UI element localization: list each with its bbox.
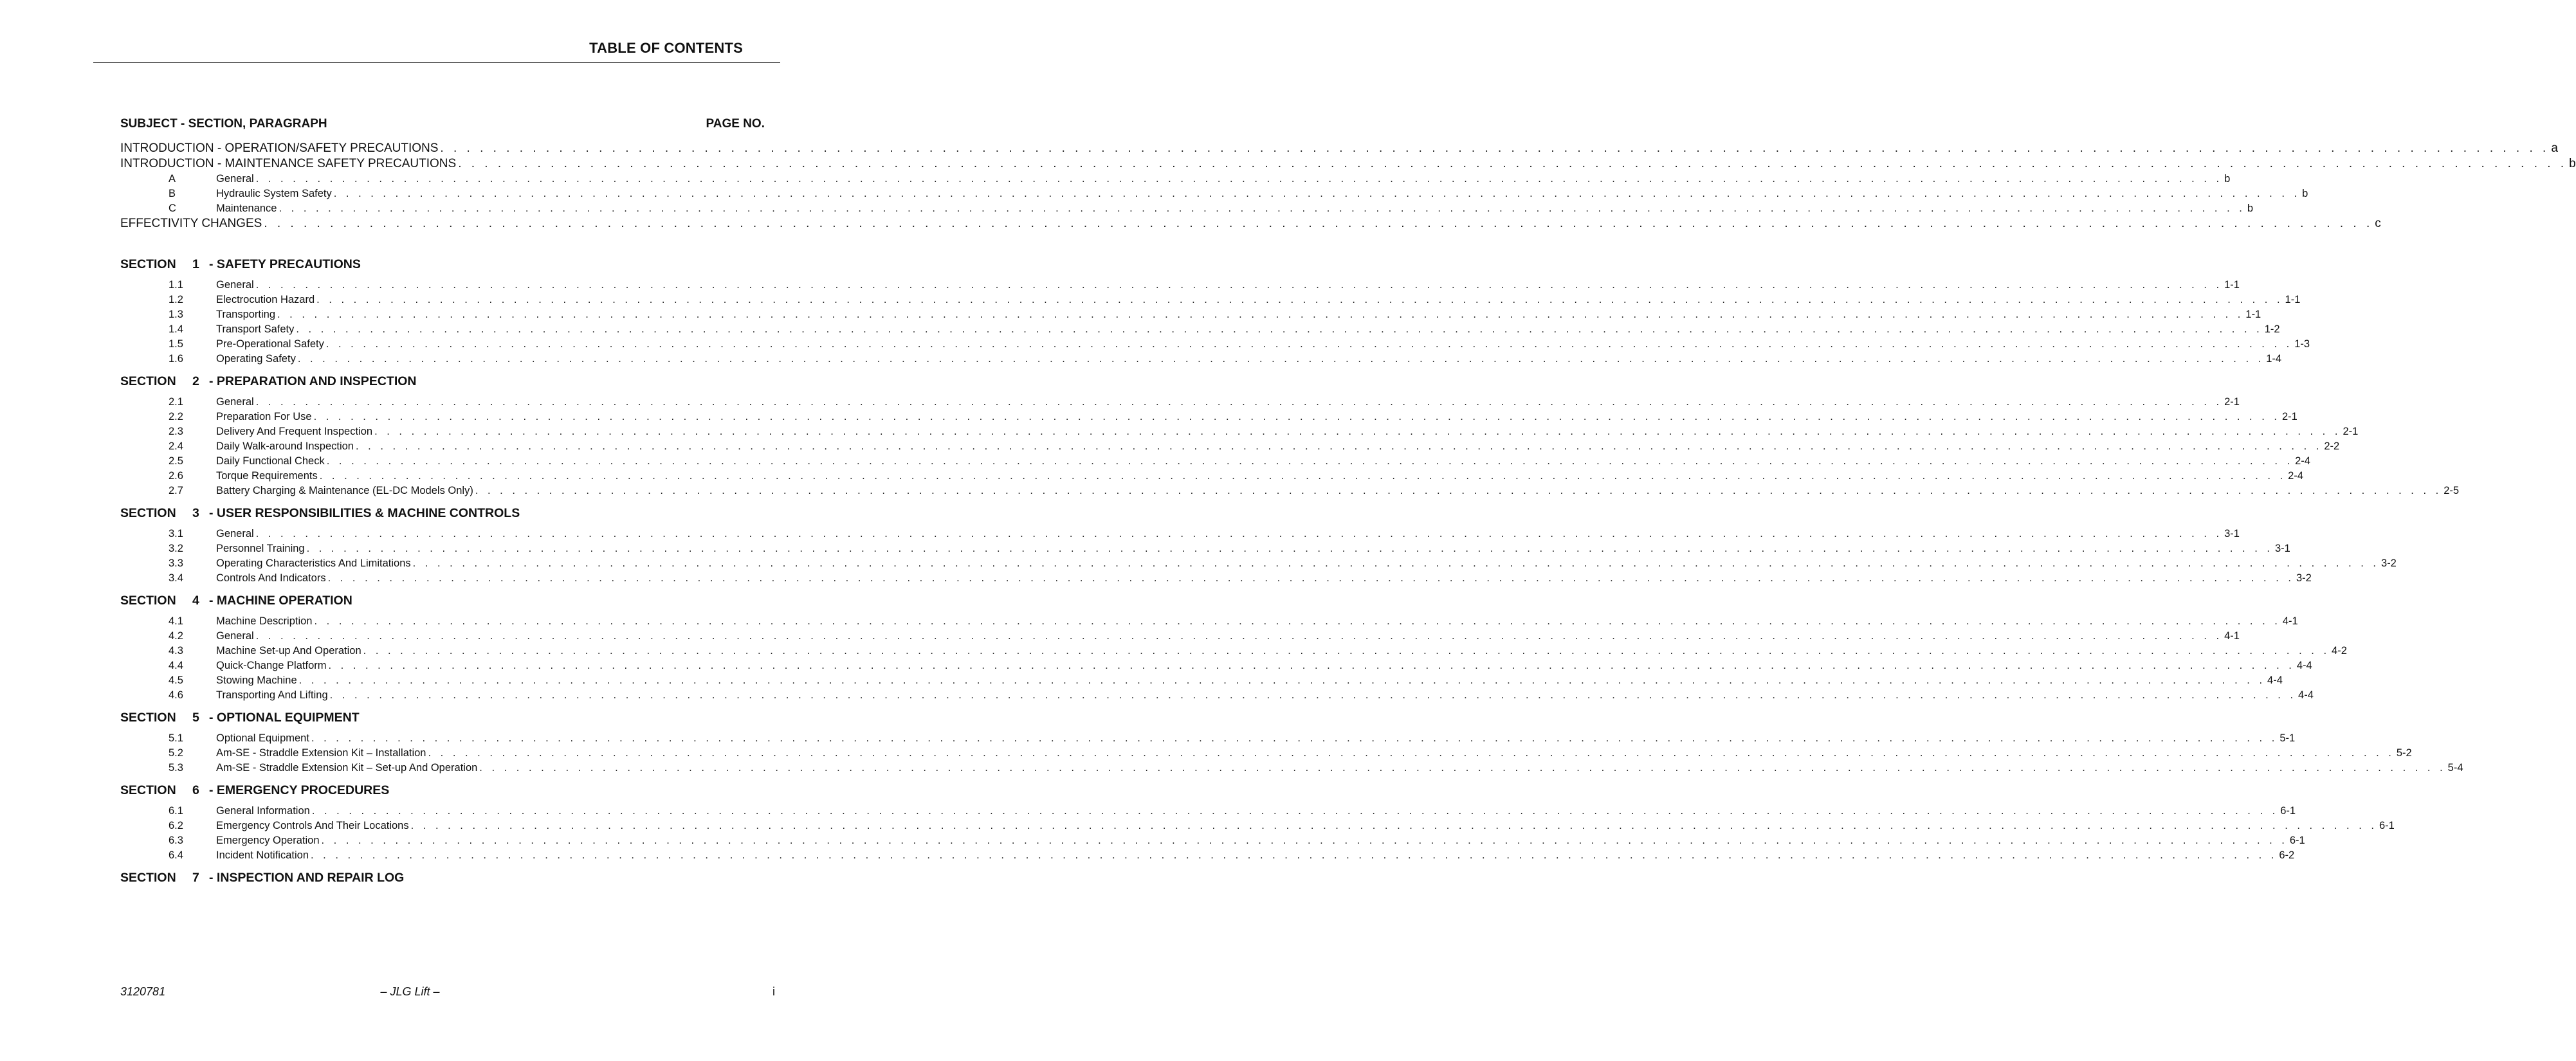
section-number: 2 — [192, 374, 199, 388]
dot-leader: . . . . . . . . . . . . . . . . . . . . . . . . . . . . . . . . . . . . . . . . . . . . . . . . . . . . . . . . . . . . . . . . . . . . . . . . . . . . . . . . . . . . . . . . . . . . . . . . . . . . . . . . . . . . . . . . . . . . . . . . . . . . . . . . . . . . . . . . . . . . . . . . . . . . . . . . . . . . . . . . — [296, 323, 2263, 335]
paragraph-number: 1.4 — [169, 323, 183, 335]
paragraph-number: 1.1 — [169, 279, 183, 291]
toc-paragraph-entry[interactable] — [120, 278, 2240, 293]
paragraph-number: 5.2 — [169, 747, 183, 759]
paragraph-title: Personnel Training — [216, 543, 305, 554]
paragraph-page: 2-1 — [2281, 411, 2297, 422]
paragraph-title: Daily Functional Check — [216, 455, 325, 467]
paragraph-number: 6.2 — [169, 820, 183, 831]
dot-leader: . . . . . . . . . . . . . . . . . . . . . . . . . . . . . . . . . . . . . . . . . . . . . . . . . . . . . . . . . . . . . . . . . . . . . . . . . . . . . . . . . . . . . . . . . . . . . . . . . . . . . . . . . . . . . . . . . . . . . . . . . . . . . . . . . . . . . . . . . . . . . . . . . . . . . . . . . . . . . . . . — [410, 820, 2377, 831]
spacer — [120, 586, 739, 592]
spacer — [120, 799, 739, 804]
dot-leader: . . . . . . . . . . . . . . . . . . . . . . . . . . . . . . . . . . . . . . . . . . . . . . . . . . . . . . . . . . . . . . . . . . . . . . . . . . . . . . . . . . . . . . . . . . . . . . . . . . . . . . . . . . . . . . . . . . . . . . . . . . . . . . . . . . . . . . . . . . . . . . . . . . . . . . . . . . . . . . . . — [355, 440, 2323, 452]
paragraph-title: Operating Characteristics And Limitations — [216, 558, 411, 569]
paragraph-page: 4-2 — [2332, 645, 2347, 657]
paragraph-title: Operating Safety — [216, 353, 296, 365]
paragraph-page: 1-2 — [2264, 323, 2280, 335]
paragraph-page: 2-1 — [2343, 426, 2359, 437]
paragraph-title: Stowing Machine — [216, 675, 297, 686]
paragraph-number: 2.2 — [169, 411, 183, 422]
section-heading[interactable] — [120, 869, 739, 886]
subject-column-header: SUBJECT - SECTION, PARAGRAPH — [120, 117, 327, 131]
document-number: 3120781 — [120, 985, 166, 998]
toc-paragraph-entry[interactable] — [120, 293, 2301, 307]
toc-paragraph-entry[interactable] — [120, 804, 2296, 819]
paragraph-page: 4-4 — [2298, 689, 2314, 701]
paragraph-title: Emergency Operation — [216, 835, 320, 846]
paragraph-title: Am-SE - Straddle Extension Kit – Installation — [216, 747, 426, 759]
paragraph-title: Electrocution Hazard — [216, 294, 315, 305]
paragraph-page: 6-1 — [2379, 820, 2395, 831]
dot-leader: . . . . . . . . . . . . . . . . . . . . . . . . . . . . . . . . . . . . . . . . . . . . . . . . . . . . . . . . . . . . . . . . . . . . . . . . . . . . . . . . . . . . . . . . . . . . . . . . . . . . . . . . . . . . . . . . . . . . . . . . . . . . . . . . . . . . . . . . . . . . . . . . . . . . . . . . . . . . . . . . — [314, 615, 2281, 627]
section-number: 4 — [192, 594, 199, 608]
page-footer — [0, 985, 820, 1001]
toc-paragraph-entry[interactable] — [120, 322, 2280, 337]
paragraph-number: 3.3 — [169, 558, 183, 569]
paragraph-page: 1-1 — [2245, 309, 2261, 320]
dot-leader: . . . . . . . . . . . . . . . . . . . . . . . . . . . . . . . . . . . . . . . . . . . . . . . . . . . . . . . . . . . . . . . . . . . . . . . . . . . . . . . . . . . . . . . . . . . . . . . . . . . . . . . . . . . . . . . . . . . . . . . . . . . . . . . . . . . . . . . . . . . . . . . . . . . . . . . . . . . . . . . . — [311, 805, 2279, 817]
paragraph-number: 2.1 — [169, 396, 183, 408]
toc-sub-entry-title: Maintenance — [216, 203, 277, 214]
header-divider — [93, 62, 780, 63]
paragraph-number: 1.5 — [169, 338, 183, 350]
toc-paragraph-entry[interactable] — [120, 337, 2310, 352]
section-heading[interactable] — [120, 373, 739, 390]
section-label: SECTION — [120, 871, 176, 885]
toc-paragraph-entry[interactable] — [120, 469, 2303, 484]
paragraph-number: 6.1 — [169, 805, 183, 817]
dot-leader: . . . . . . . . . . . . . . . . . . . . . . . . . . . . . . . . . . . . . . . . . . . . . . . . . . . . . . . . . . . . . . . . . . . . . . . . . . . . . . . . . . . . . . . . . . . . . . . . . . . . . . . . . . . . . . . . . . . . . . . . . . . . . . . . . . . . . . . . . . . . . . . . . . . . . . . . . . . . . . . . — [328, 660, 2295, 671]
paragraph-title: General — [216, 630, 254, 642]
paragraph-title: Pre-Operational Safety — [216, 338, 324, 350]
toc-entry-page: a — [2551, 141, 2558, 155]
paragraph-page: 4-4 — [2267, 675, 2283, 686]
dot-leader: . . . . . . . . . . . . . . . . . . . . . . . . . . . . . . . . . . . . . . . . . . . . . . . . . . . . . . . . . . . . . . . . . . . . . . . . . . . . . . . . . . . . . . . . . . . . . . . . . . . . . . . . . . . . . . . . . . . . . . . . . . . . . . . . . . . . . . . . . . . . . . . . . . . . . . . . . . . . . . . . — [458, 157, 2568, 170]
paragraph-title: Incident Notification — [216, 849, 309, 861]
page-number-column-header: PAGE NO. — [706, 117, 765, 131]
paragraph-number: 4.2 — [169, 630, 183, 642]
paragraph-page: 1-3 — [2294, 338, 2310, 350]
toc-paragraph-entry[interactable] — [120, 556, 2397, 571]
paragraph-title: Quick-Change Platform — [216, 660, 327, 671]
paragraph-number: 4.6 — [169, 689, 183, 701]
toc-sub-entry-letter: B — [169, 188, 176, 199]
paragraph-number: 2.7 — [169, 485, 183, 496]
paragraph-page: 3-2 — [2381, 558, 2397, 569]
paragraph-title: Preparation For Use — [216, 411, 312, 422]
toc-sub-entry[interactable] — [120, 186, 2308, 201]
paragraph-number: 1.2 — [169, 294, 183, 305]
paragraph-title: Emergency Controls And Their Locations — [216, 820, 409, 831]
toc-sub-entry-title: General — [216, 173, 254, 185]
dot-leader: . . . . . . . . . . . . . . . . . . . . . . . . . . . . . . . . . . . . . . . . . . . . . . . . . . . . . . . . . . . . . . . . . . . . . . . . . . . . . . . . . . . . . . . . . . . . . . . . . . . . . . . . . . . . . . . . . . . . . . . . . . . . . . . . . . . . . . . . . . . . . . . . . . . . . . . . . . . . . . . . — [298, 675, 2266, 686]
dot-leader: . . . . . . . . . . . . . . . . . . . . . . . . . . . . . . . . . . . . . . . . . . . . . . . . . . . . . . . . . . . . . . . . . . . . . . . . . . . . . . . . . . . . . . . . . . . . . . . . . . . . . . . . . . . . . . . . . . . . . . . . . . . . . . . . . . . . . . . . . . . . . . . . . . . . . . . . . . . . . . . . — [319, 470, 2287, 482]
toc-paragraph-entry[interactable] — [120, 644, 2347, 658]
toc-sub-entry-page: b — [2224, 173, 2231, 185]
paragraph-number: 3.1 — [169, 528, 183, 540]
dot-leader: . . . . . . . . . . . . . . . . . . . . . . . . . . . . . . . . . . . . . . . . . . . . . . . . . . . . . . . . . . . . . . . . . . . . . . . . . . . . . . . . . . . . . . . . . . . . . . . . . . . . . . . . . . . . . . . . . . . . . . . . . . . . . . . . . . . . . . . . . . . . . . . . . . . . . . . . . . . . . . . . — [329, 689, 2297, 701]
toc-entry-page: c — [2375, 217, 2381, 230]
section-title: - OPTIONAL EQUIPMENT — [209, 711, 360, 725]
toc-paragraph-entry[interactable] — [120, 629, 2240, 644]
toc-paragraph-entry[interactable] — [120, 484, 2460, 498]
paragraph-page: 5-1 — [2279, 732, 2296, 744]
paragraph-title: Battery Charging & Maintenance (EL-DC Models Only) — [216, 485, 473, 496]
paragraph-title: Transporting — [216, 309, 276, 320]
dot-leader: . . . . . . . . . . . . . . . . . . . . . . . . . . . . . . . . . . . . . . . . . . . . . . . . . . . . . . . . . . . . . . . . . . . . . . . . . . . . . . . . . . . . . . . . . . . . . . . . . . . . . . . . . . . . . . . . . . . . . . . . . . . . . . . . . . . . . . . . . . . . . . . . . . . . . . . . . . . . . . . . — [475, 485, 2442, 496]
dot-leader: . . . . . . . . . . . . . . . . . . . . . . . . . . . . . . . . . . . . . . . . . . . . . . . . . . . . . . . . . . . . . . . . . . . . . . . . . . . . . . . . . . . . . . . . . . . . . . . . . . . . . . . . . . . . . . . . . . . . . . . . . . . . . . . . . . . . . . . . . . . . . . . . . . . . . . . . . . . . . . . . — [255, 396, 2223, 408]
toc-paragraph-entry[interactable] — [120, 410, 2297, 424]
spacer — [120, 775, 739, 782]
toc-paragraph-entry[interactable] — [120, 571, 2312, 586]
section-heading[interactable] — [120, 782, 739, 799]
dot-leader: . . . . . . . . . . . . . . . . . . . . . . . . . . . . . . . . . . . . . . . . . . . . . . . . . . . . . . . . . . . . . . . . . . . . . . . . . . . . . . . . . . . . . . . . . . . . . . . . . . . . . . . . . . . . . . . . . . . . . . . . . . . . . . . . . . . . . . . . . . . . . . . . . . . . . . . . . . . . . . . . — [313, 411, 2280, 422]
paragraph-title: General — [216, 528, 254, 540]
dot-leader: . . . . . . . . . . . . . . . . . . . . . . . . . . . . . . . . . . . . . . . . . . . . . . . . . . . . . . . . . . . . . . . . . . . . . . . . . . . . . . . . . . . . . . . . . . . . . . . . . . . . . . . . . . . . . . . . . . . . . . . . . . . . . . . . . . . . . . . . . . . . . . . . . . . . . . . . . . . . . . . . — [325, 338, 2293, 350]
paragraph-title: General — [216, 279, 254, 291]
section-title: - INSPECTION AND REPAIR LOG — [209, 871, 405, 885]
spacer — [120, 390, 739, 395]
section-label: SECTION — [120, 594, 176, 608]
paragraph-page: 1-1 — [2224, 279, 2240, 291]
section-heading[interactable] — [120, 256, 739, 273]
spacer — [120, 863, 739, 869]
section-number: 3 — [192, 506, 199, 520]
toc-entry-title: EFFECTIVITY CHANGES — [120, 217, 262, 230]
paragraph-page: 4-1 — [2282, 615, 2298, 627]
spacer — [120, 609, 739, 614]
paragraph-title: Daily Walk-around Inspection — [216, 440, 354, 452]
paragraph-number: 1.3 — [169, 309, 183, 320]
paragraph-number: 4.1 — [169, 615, 183, 627]
section-label: SECTION — [120, 711, 176, 725]
toc-entry[interactable] — [120, 141, 2558, 156]
paragraph-number: 3.4 — [169, 572, 183, 584]
toc-entry[interactable] — [120, 156, 2576, 172]
dot-leader: . . . . . . . . . . . . . . . . . . . . . . . . . . . . . . . . . . . . . . . . . . . . . . . . . . . . . . . . . . . . . . . . . . . . . . . . . . . . . . . . . . . . . . . . . . . . . . . . . . . . . . . . . . . . . . . . . . . . . . . . . . . . . . . . . . . . . . . . . . . . . . . . . . . . . . . . . . . . . . . . — [326, 455, 2294, 467]
paragraph-title: Machine Description — [216, 615, 313, 627]
spacer — [120, 498, 739, 505]
footer-brand: – JLG Lift – — [380, 985, 440, 998]
toc-paragraph-entry[interactable] — [120, 439, 2340, 454]
toc-sub-entry-page: b — [2247, 203, 2254, 214]
paragraph-number: 3.2 — [169, 543, 183, 554]
paragraph-number: 2.4 — [169, 440, 183, 452]
toc-entry-title: INTRODUCTION - MAINTENANCE SAFETY PRECAUTIONS — [120, 157, 457, 170]
toc-paragraph-entry[interactable] — [120, 688, 2314, 703]
paragraph-page: 3-1 — [2224, 528, 2240, 540]
paragraph-title: Delivery And Frequent Inspection — [216, 426, 373, 437]
toc-paragraph-entry[interactable] — [120, 307, 2261, 322]
section-number: 6 — [192, 783, 199, 797]
paragraph-page: 6-2 — [2279, 849, 2295, 861]
toc-paragraph-entry[interactable] — [120, 673, 2283, 688]
dot-leader: . . . . . . . . . . . . . . . . . . . . . . . . . . . . . . . . . . . . . . . . . . . . . . . . . . . . . . . . . . . . . . . . . . . . . . . . . . . . . . . . . . . . . . . . . . . . . . . . . . . . . . . . . . . . . . . . . . . . . . . . . . . . . . . . . . . . . . . . . . . . . . . . . . . . . . . . . . . . . . . . — [428, 747, 2395, 759]
toc-paragraph-entry[interactable] — [120, 424, 2359, 439]
paragraph-page: 3-2 — [2296, 572, 2312, 584]
section-title: - USER RESPONSIBILITIES & MACHINE CONTROLS — [209, 506, 520, 520]
section-label: SECTION — [120, 783, 176, 797]
table-of-contents — [120, 141, 2576, 886]
toc-paragraph-entry[interactable] — [120, 614, 2298, 629]
spacer — [120, 273, 739, 278]
dot-leader: . . . . . . . . . . . . . . . . . . . . . . . . . . . . . . . . . . . . . . . . . . . . . . . . . . . . . . . . . . . . . . . . . . . . . . . . . . . . . . . . . . . . . . . . . . . . . . . . . . . . . . . . . . . . . . . . . . . . . . . . . . . . . . . . . . . . . . . . . . . . . . . . . . . . . . . . . . . . . . . . — [306, 543, 2273, 554]
section-heading[interactable] — [120, 505, 739, 521]
dot-leader: . . . . . . . . . . . . . . . . . . . . . . . . . . . . . . . . . . . . . . . . . . . . . . . . . . . . . . . . . . . . . . . . . . . . . . . . . . . . . . . . . . . . . . . . . . . . . . . . . . . . . . . . . . . . . . . . . . . . . . . . . . . . . . . . . . . . . . . . . . . . . . . . . . . . . . . . . . . . . . . . — [255, 630, 2223, 642]
paragraph-title: General — [216, 396, 254, 408]
paragraph-number: 6.3 — [169, 835, 183, 846]
paragraph-number: 2.3 — [169, 426, 183, 437]
spacer — [120, 231, 739, 256]
dot-leader: . . . . . . . . . . . . . . . . . . . . . . . . . . . . . . . . . . . . . . . . . . . . . . . . . . . . . . . . . . . . . . . . . . . . . . . . . . . . . . . . . . . . . . . . . . . . . . . . . . . . . . . . . . . . . . . . . . . . . . . . . . . . . . . . . . . . . . . . . . . . . . . . . . . . . . . . . . . . . . . . — [255, 528, 2223, 540]
paragraph-page: 2-4 — [2288, 470, 2303, 482]
paragraph-page: 5-4 — [2447, 762, 2463, 774]
dot-leader: . . . . . . . . . . . . . . . . . . . . . . . . . . . . . . . . . . . . . . . . . . . . . . . . . . . . . . . . . . . . . . . . . . . . . . . . . . . . . . . . . . . . . . . . . . . . . . . . . . . . . . . . . . . . . . . . . . . . . . . . . . . . . . . . . . . . . . . . . . . . . . . . . . . . . . . . . . . . . . . . — [279, 203, 2245, 214]
toc-paragraph-entry[interactable] — [120, 352, 2282, 367]
paragraph-page: 2-5 — [2444, 485, 2460, 496]
section-label: SECTION — [120, 506, 176, 520]
section-title: - SAFETY PRECAUTIONS — [209, 257, 361, 271]
toc-entry-title: INTRODUCTION - OPERATION/SAFETY PRECAUTIONS — [120, 141, 439, 155]
section-title: - MACHINE OPERATION — [209, 594, 352, 608]
page-number: i — [772, 985, 775, 998]
dot-leader: . . . . . . . . . . . . . . . . . . . . . . . . . . . . . . . . . . . . . . . . . . . . . . . . . . . . . . . . . . . . . . . . . . . . . . . . . . . . . . . . . . . . . . . . . . . . . . . . . . . . . . . . . . . . . . . . . . . . . . . . . . . . . . . . . . . . . . . . . . . . . . . . . . . . . . . . . . . . . . . . — [440, 141, 2550, 155]
dot-leader: . . . . . . . . . . . . . . . . . . . . . . . . . . . . . . . . . . . . . . . . . . . . . . . . . . . . . . . . . . . . . . . . . . . . . . . . . . . . . . . . . . . . . . . . . . . . . . . . . . . . . . . . . . . . . . . . . . . . . . . . . . . . . . . . . . . . . . . . . . . . . . . . . . . . . . . . . . . . . . . . — [264, 217, 2373, 230]
toc-sub-entry-letter: A — [169, 173, 176, 185]
paragraph-number: 6.4 — [169, 849, 183, 861]
paragraph-title: Transporting And Lifting — [216, 689, 328, 701]
spacer — [120, 726, 739, 731]
paragraph-number: 2.5 — [169, 455, 183, 467]
paragraph-page: 3-1 — [2274, 543, 2290, 554]
page-title: TABLE OF CONTENTS — [589, 40, 743, 56]
toc-paragraph-entry[interactable] — [120, 527, 2240, 541]
section-number: 7 — [192, 871, 199, 885]
paragraph-title: General Information — [216, 805, 310, 817]
dot-leader: . . . . . . . . . . . . . . . . . . . . . . . . . . . . . . . . . . . . . . . . . . . . . . . . . . . . . . . . . . . . . . . . . . . . . . . . . . . . . . . . . . . . . . . . . . . . . . . . . . . . . . . . . . . . . . . . . . . . . . . . . . . . . . . . . . . . . . . . . . . . . . . . . . . . . . . . . . . . . . . . — [327, 572, 2294, 584]
paragraph-number: 4.4 — [169, 660, 183, 671]
toc-paragraph-entry[interactable] — [120, 833, 2305, 848]
dot-leader: . . . . . . . . . . . . . . . . . . . . . . . . . . . . . . . . . . . . . . . . . . . . . . . . . . . . . . . . . . . . . . . . . . . . . . . . . . . . . . . . . . . . . . . . . . . . . . . . . . . . . . . . . . . . . . . . . . . . . . . . . . . . . . . . . . . . . . . . . . . . . . . . . . . . . . . . . . . . . . . . — [321, 835, 2288, 846]
dot-leader: . . . . . . . . . . . . . . . . . . . . . . . . . . . . . . . . . . . . . . . . . . . . . . . . . . . . . . . . . . . . . . . . . . . . . . . . . . . . . . . . . . . . . . . . . . . . . . . . . . . . . . . . . . . . . . . . . . . . . . . . . . . . . . . . . . . . . . . . . . . . . . . . . . . . . . . . . . . . . . . . — [316, 294, 2283, 305]
paragraph-title: Optional Equipment — [216, 732, 309, 744]
section-label: SECTION — [120, 257, 176, 271]
paragraph-number: 1.6 — [169, 353, 183, 365]
toc-paragraph-entry[interactable] — [120, 454, 2310, 469]
dot-leader: . . . . . . . . . . . . . . . . . . . . . . . . . . . . . . . . . . . . . . . . . . . . . . . . . . . . . . . . . . . . . . . . . . . . . . . . . . . . . . . . . . . . . . . . . . . . . . . . . . . . . . . . . . . . . . . . . . . . . . . . . . . . . . . . . . . . . . . . . . . . . . . . . . . . . . . . . . . . . . . . — [412, 558, 2380, 569]
dot-leader: . . . . . . . . . . . . . . . . . . . . . . . . . . . . . . . . . . . . . . . . . . . . . . . . . . . . . . . . . . . . . . . . . . . . . . . . . . . . . . . . . . . . . . . . . . . . . . . . . . . . . . . . . . . . . . . . . . . . . . . . . . . . . . . . . . . . . . . . . . . . . . . . . . . . . . . . . . . . . . . . — [255, 173, 2223, 185]
dot-leader: . . . . . . . . . . . . . . . . . . . . . . . . . . . . . . . . . . . . . . . . . . . . . . . . . . . . . . . . . . . . . . . . . . . . . . . . . . . . . . . . . . . . . . . . . . . . . . . . . . . . . . . . . . . . . . . . . . . . . . . . . . . . . . . . . . . . . . . . . . . . . . . . . . . . . . . . . . . . . . . . — [311, 732, 2278, 744]
paragraph-title: Am-SE - Straddle Extension Kit – Set-up And Operation — [216, 762, 478, 774]
dot-leader: . . . . . . . . . . . . . . . . . . . . . . . . . . . . . . . . . . . . . . . . . . . . . . . . . . . . . . . . . . . . . . . . . . . . . . . . . . . . . . . . . . . . . . . . . . . . . . . . . . . . . . . . . . . . . . . . . . . . . . . . . . . . . . . . . . . . . . . . . . . . . . . . . . . . . . . . . . . . . . . . — [297, 353, 2265, 365]
paragraph-page: 4-4 — [2296, 660, 2312, 671]
spacer — [120, 367, 739, 373]
paragraph-number: 5.3 — [169, 762, 183, 774]
paragraph-title: Machine Set-up And Operation — [216, 645, 361, 657]
toc-paragraph-entry[interactable] — [120, 395, 2240, 410]
paragraph-title: Controls And Indicators — [216, 572, 326, 584]
paragraph-page: 4-1 — [2224, 630, 2240, 642]
paragraph-page: 2-2 — [2324, 440, 2340, 452]
toc-sub-entry-page: b — [2302, 188, 2308, 199]
toc-entry-page: b — [2569, 157, 2576, 170]
paragraph-number: 2.6 — [169, 470, 183, 482]
paragraph-page: 2-1 — [2224, 396, 2240, 408]
dot-leader: . . . . . . . . . . . . . . . . . . . . . . . . . . . . . . . . . . . . . . . . . . . . . . . . . . . . . . . . . . . . . . . . . . . . . . . . . . . . . . . . . . . . . . . . . . . . . . . . . . . . . . . . . . . . . . . . . . . . . . . . . . . . . . . . . . . . . . . . . . . . . . . . . . . . . . . . . . . . . . . . — [333, 188, 2301, 199]
spacer — [120, 521, 739, 527]
toc-paragraph-entry[interactable] — [120, 848, 2295, 863]
paragraph-page: 6-1 — [2280, 805, 2296, 817]
toc-entry[interactable] — [120, 216, 2381, 231]
paragraph-page: 2-4 — [2295, 455, 2310, 467]
paragraph-title: Torque Requirements — [216, 470, 318, 482]
section-heading[interactable] — [120, 709, 739, 726]
section-number: 1 — [192, 257, 199, 271]
spacer — [120, 703, 739, 709]
paragraph-number: 4.5 — [169, 675, 183, 686]
paragraph-page: 1-4 — [2266, 353, 2282, 365]
paragraph-number: 5.1 — [169, 732, 183, 744]
dot-leader: . . . . . . . . . . . . . . . . . . . . . . . . . . . . . . . . . . . . . . . . . . . . . . . . . . . . . . . . . . . . . . . . . . . . . . . . . . . . . . . . . . . . . . . . . . . . . . . . . . . . . . . . . . . . . . . . . . . . . . . . . . . . . . . . . . . . . . . . . . . . . . . . . . . . . . . . . . . . . . . . — [479, 762, 2446, 774]
section-title: - EMERGENCY PROCEDURES — [209, 783, 390, 797]
dot-leader: . . . . . . . . . . . . . . . . . . . . . . . . . . . . . . . . . . . . . . . . . . . . . . . . . . . . . . . . . . . . . . . . . . . . . . . . . . . . . . . . . . . . . . . . . . . . . . . . . . . . . . . . . . . . . . . . . . . . . . . . . . . . . . . . . . . . . . . . . . . . . . . . . . . . . . . . . . . . . . . . — [374, 426, 2341, 437]
dot-leader: . . . . . . . . . . . . . . . . . . . . . . . . . . . . . . . . . . . . . . . . . . . . . . . . . . . . . . . . . . . . . . . . . . . . . . . . . . . . . . . . . . . . . . . . . . . . . . . . . . . . . . . . . . . . . . . . . . . . . . . . . . . . . . . . . . . . . . . . . . . . . . . . . . . . . . . . . . . . . . . . — [311, 849, 2278, 861]
dot-leader: . . . . . . . . . . . . . . . . . . . . . . . . . . . . . . . . . . . . . . . . . . . . . . . . . . . . . . . . . . . . . . . . . . . . . . . . . . . . . . . . . . . . . . . . . . . . . . . . . . . . . . . . . . . . . . . . . . . . . . . . . . . . . . . . . . . . . . . . . . . . . . . . . . . . . . . . . . . . . . . . — [255, 279, 2223, 291]
paragraph-page: 1-1 — [2285, 294, 2301, 305]
paragraph-page: 6-1 — [2289, 835, 2305, 846]
section-heading[interactable] — [120, 592, 739, 609]
section-number: 5 — [192, 711, 199, 725]
toc-paragraph-entry[interactable] — [120, 761, 2463, 775]
column-headers — [120, 117, 765, 134]
toc-sub-entry-title: Hydraulic System Safety — [216, 188, 332, 199]
dot-leader: . . . . . . . . . . . . . . . . . . . . . . . . . . . . . . . . . . . . . . . . . . . . . . . . . . . . . . . . . . . . . . . . . . . . . . . . . . . . . . . . . . . . . . . . . . . . . . . . . . . . . . . . . . . . . . . . . . . . . . . . . . . . . . . . . . . . . . . . . . . . . . . . . . . . . . . . . . . . . . . . — [277, 309, 2244, 320]
paragraph-page: 5-2 — [2396, 747, 2412, 759]
toc-paragraph-entry[interactable] — [120, 819, 2395, 833]
toc-paragraph-entry[interactable] — [120, 731, 2296, 746]
dot-leader: . . . . . . . . . . . . . . . . . . . . . . . . . . . . . . . . . . . . . . . . . . . . . . . . . . . . . . . . . . . . . . . . . . . . . . . . . . . . . . . . . . . . . . . . . . . . . . . . . . . . . . . . . . . . . . . . . . . . . . . . . . . . . . . . . . . . . . . . . . . . . . . . . . . . . . . . . . . . . . . . — [363, 645, 2330, 657]
toc-paragraph-entry[interactable] — [120, 658, 2312, 673]
paragraph-number: 4.3 — [169, 645, 183, 657]
section-label: SECTION — [120, 374, 176, 388]
toc-sub-entry-letter: C — [169, 203, 176, 214]
toc-sub-entry[interactable] — [120, 201, 2254, 216]
toc-sub-entry[interactable] — [120, 172, 2231, 186]
toc-paragraph-entry[interactable] — [120, 541, 2290, 556]
toc-paragraph-entry[interactable] — [120, 746, 2412, 761]
section-title: - PREPARATION AND INSPECTION — [209, 374, 417, 388]
paragraph-title: Transport Safety — [216, 323, 295, 335]
